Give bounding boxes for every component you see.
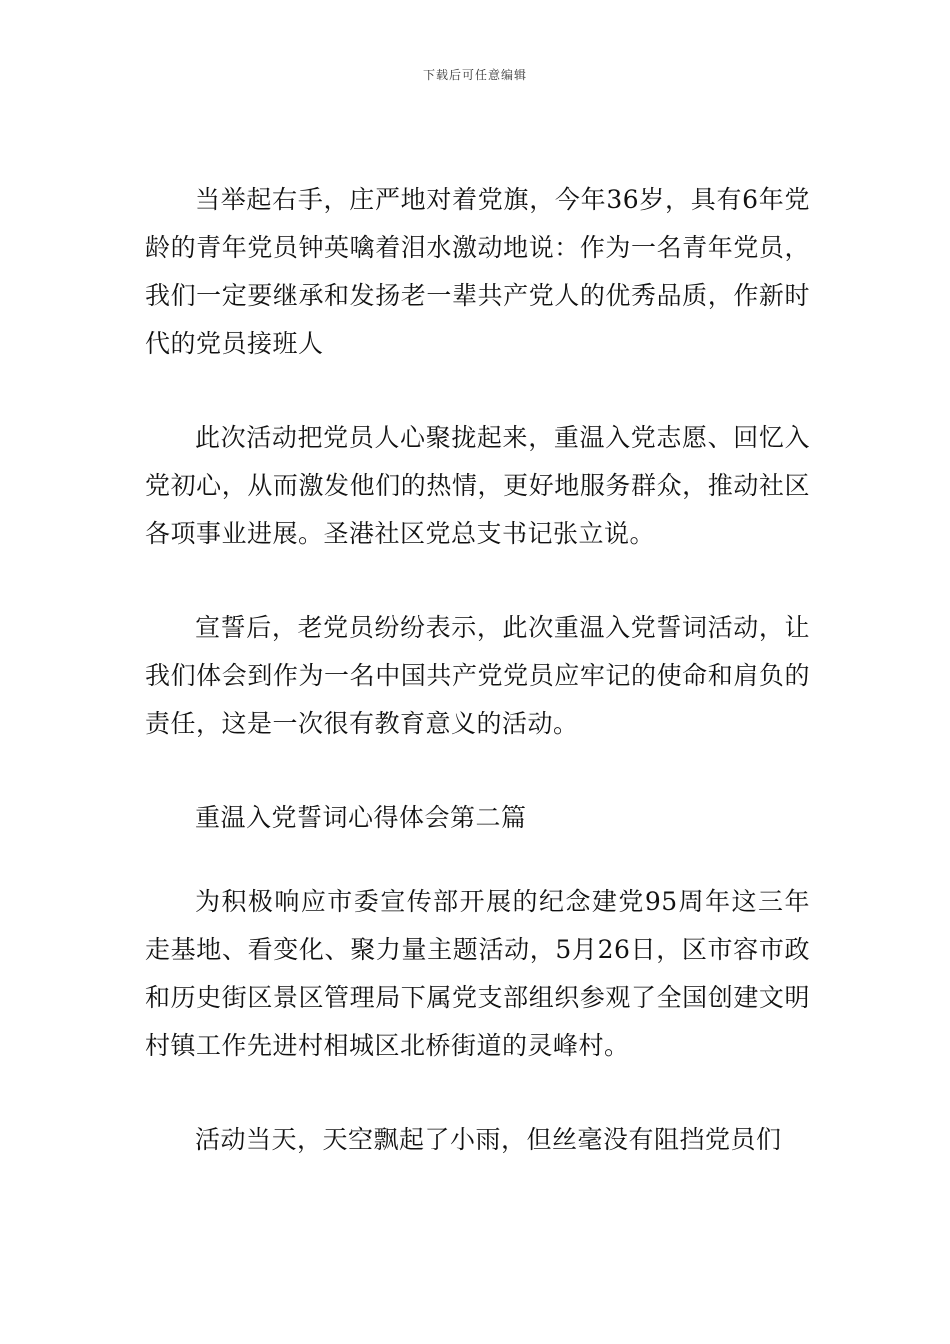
paragraph-4: 为积极响应市委宣传部开展的纪念建党95周年这三年走基地、看变化、聚力量主题活动，5月26日，区市容市政和历史街区景区管理局下属党支部组织参观了全国创建文明村镇工作先进村相城区北桥街道的灵峰村。 [145,887,810,1060]
paragraph-5: 活动当天，天空飘起了小雨，但丝毫没有阻挡党员们 [195,1125,782,1154]
section-heading: 重温入党誓词心得体会第二篇 [195,803,527,832]
paragraph-3: 宣誓后，老党员纷纷表示，此次重温入党誓词活动，让我们体会到作为一名中国共产党党员应牢记的使命和肩负的责任，这是一次很有教育意义的活动。 [145,613,810,738]
paragraph-1: 当举起右手，庄严地对着党旗，今年36岁，具有6年党龄的青年党员钟英噙着泪水激动地说：作为一名青年党员，我们一定要继承和发扬老一辈共产党人的优秀品质，作新时代的党员接班人 [145,185,810,358]
document-body [145,176,810,1210]
paragraph-2: 此次活动把党员人心聚拢起来，重温入党志愿、回忆入党初心，从而激发他们的热情，更好地服务群众，推动社区各项事业进展。圣港社区党总支书记张立说。 [145,423,810,548]
header-note: 下载后可任意编辑 [422,68,527,82]
